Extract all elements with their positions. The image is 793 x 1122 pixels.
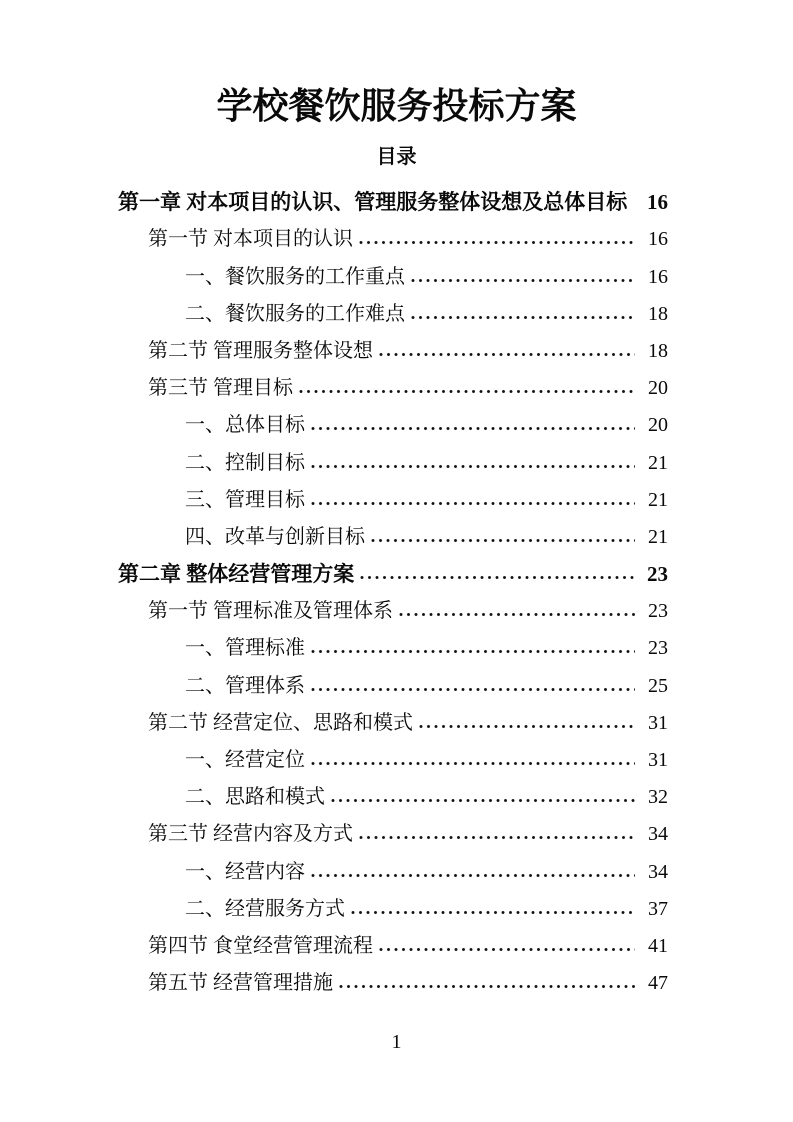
toc-entry-page: 34 bbox=[648, 823, 668, 846]
toc-entry[interactable] bbox=[118, 741, 668, 778]
dot-leader bbox=[359, 239, 635, 246]
toc-entry-label: 二、餐饮服务的工作难点 bbox=[185, 302, 405, 325]
toc-entry[interactable] bbox=[118, 666, 668, 703]
dot-leader bbox=[311, 425, 635, 432]
toc-entry-label: 二、思路和模式 bbox=[185, 786, 325, 809]
toc-entry-page: 21 bbox=[648, 451, 668, 474]
toc-entry[interactable] bbox=[118, 443, 668, 480]
dot-leader bbox=[331, 797, 635, 804]
toc-entry[interactable] bbox=[118, 555, 668, 592]
dot-leader bbox=[411, 277, 635, 284]
dot-leader bbox=[351, 909, 635, 916]
toc-entry-label: 第三节 经营内容及方式 bbox=[148, 823, 353, 846]
dot-leader bbox=[419, 723, 635, 730]
toc-entry-page: 20 bbox=[648, 414, 668, 437]
toc-entry-page: 41 bbox=[648, 934, 668, 957]
toc-entry-label: 一、管理标准 bbox=[185, 637, 305, 660]
toc-entry[interactable] bbox=[118, 592, 668, 629]
dot-leader bbox=[299, 388, 635, 395]
toc-entry-page: 37 bbox=[648, 897, 668, 920]
toc-entry[interactable] bbox=[118, 927, 668, 964]
toc-entry-page: 31 bbox=[648, 711, 668, 734]
toc-entry-page: 16 bbox=[648, 228, 668, 251]
toc-entry-page: 16 bbox=[648, 265, 668, 288]
dot-leader bbox=[379, 351, 635, 358]
toc-entry[interactable] bbox=[118, 778, 668, 815]
toc-entry[interactable] bbox=[118, 629, 668, 666]
toc-entry-label: 二、经营服务方式 bbox=[185, 897, 345, 920]
toc-entry-label: 一、总体目标 bbox=[185, 414, 305, 437]
toc-entry-label: 二、管理体系 bbox=[185, 674, 305, 697]
toc-entry-label: 四、改革与创新目标 bbox=[185, 525, 365, 548]
dot-leader bbox=[371, 537, 635, 544]
toc-entry-label: 第二节 经营定位、思路和模式 bbox=[148, 711, 413, 734]
toc-list bbox=[118, 183, 668, 1001]
dot-leader bbox=[399, 611, 635, 618]
toc-entry[interactable] bbox=[118, 481, 668, 518]
dot-leader bbox=[311, 500, 635, 507]
dot-leader bbox=[311, 872, 635, 879]
toc-entry[interactable] bbox=[118, 852, 668, 889]
toc-entry-page: 16 bbox=[647, 190, 668, 215]
toc-entry-label: 二、控制目标 bbox=[185, 451, 305, 474]
toc-entry-label: 第三节 管理目标 bbox=[148, 377, 293, 400]
toc-heading: 目录 bbox=[376, 146, 417, 168]
toc-entry[interactable] bbox=[118, 964, 668, 1001]
toc-entry[interactable] bbox=[118, 369, 668, 406]
toc-entry-label: 第四节 食堂经营管理流程 bbox=[148, 934, 373, 957]
toc-entry-label: 第一节 对本项目的认识 bbox=[148, 228, 353, 251]
toc-entry[interactable] bbox=[118, 518, 668, 555]
toc-entry-label: 一、经营定位 bbox=[185, 749, 305, 771]
toc-entry-page: 23 bbox=[648, 600, 668, 623]
toc-entry[interactable] bbox=[118, 295, 668, 332]
toc-entry[interactable] bbox=[118, 704, 668, 741]
toc-entry-label: 第二节 管理服务整体设想 bbox=[148, 339, 373, 362]
toc-entry-page: 21 bbox=[648, 488, 668, 511]
toc-entry-page: 31 bbox=[648, 749, 668, 771]
dot-leader bbox=[359, 834, 635, 841]
dot-leader bbox=[311, 648, 635, 655]
toc-entry-label: 第一节 管理标准及管理体系 bbox=[148, 600, 393, 623]
dot-leader bbox=[360, 574, 635, 581]
toc-entry-label: 一、餐饮服务的工作重点 bbox=[185, 265, 405, 288]
toc-entry[interactable] bbox=[118, 332, 668, 369]
dot-leader bbox=[633, 202, 635, 209]
dot-leader bbox=[379, 946, 635, 953]
toc-entry[interactable] bbox=[118, 183, 668, 220]
toc-entry-page: 23 bbox=[647, 562, 668, 587]
toc-entry-label: 第五节 经营管理措施 bbox=[148, 972, 333, 995]
dot-leader bbox=[411, 314, 635, 321]
toc-entry-page: 47 bbox=[648, 972, 668, 995]
dot-leader bbox=[311, 686, 635, 693]
toc-entry[interactable] bbox=[118, 257, 668, 294]
document-title: 学校餐饮服务投标方案 bbox=[216, 86, 577, 126]
toc-entry[interactable] bbox=[118, 220, 668, 257]
toc-entry-page: 32 bbox=[648, 786, 668, 809]
dot-leader bbox=[339, 983, 635, 990]
toc-entry-page: 25 bbox=[648, 674, 668, 697]
toc-entry-page: 20 bbox=[648, 377, 668, 400]
toc-entry-page: 23 bbox=[648, 637, 668, 660]
page-number: 1 bbox=[391, 1031, 402, 1053]
toc-entry-page: 34 bbox=[648, 860, 668, 883]
toc-entry-page: 18 bbox=[648, 339, 668, 362]
toc-entry-label: 一、经营内容 bbox=[185, 860, 305, 883]
toc-entry-label: 第一章 对本项目的认识、管理服务整体设想及总体目标 bbox=[118, 190, 628, 215]
toc-entry-label: 三、管理目标 bbox=[185, 488, 305, 511]
toc-entry-page: 21 bbox=[648, 525, 668, 548]
dot-leader bbox=[311, 463, 635, 470]
dot-leader bbox=[311, 760, 635, 767]
toc-entry[interactable] bbox=[118, 406, 668, 443]
toc-entry-page: 18 bbox=[648, 302, 668, 325]
toc-entry-label: 第二章 整体经营管理方案 bbox=[118, 562, 355, 587]
toc-entry[interactable] bbox=[118, 890, 668, 927]
toc-entry[interactable] bbox=[118, 815, 668, 852]
